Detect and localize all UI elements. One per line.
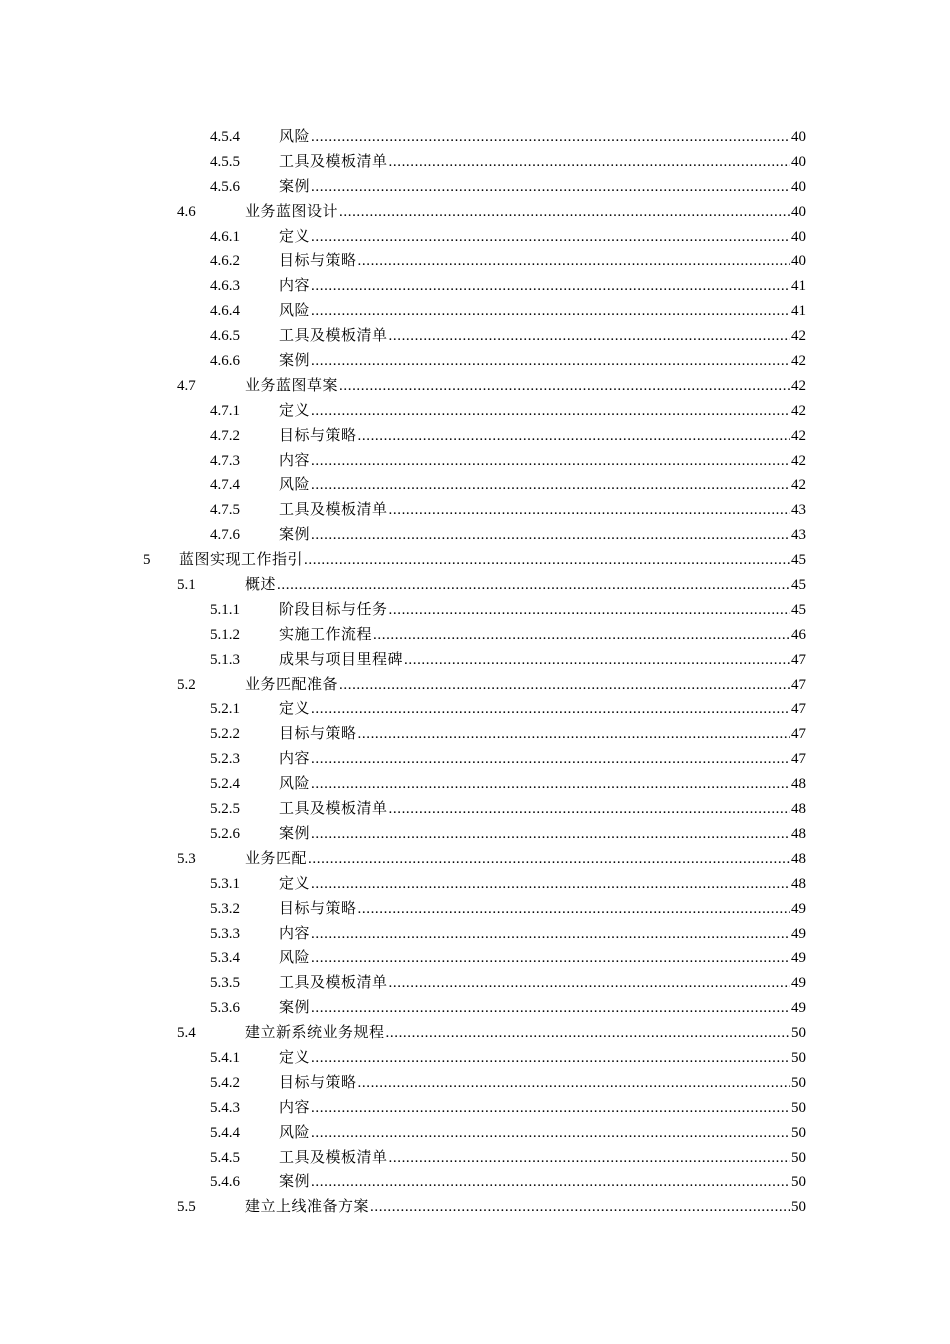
toc-dot-leader bbox=[311, 747, 790, 772]
toc-section-title: 目标与策略 bbox=[279, 1074, 357, 1091]
toc-dot-leader bbox=[311, 872, 790, 897]
toc-page-number: 46 bbox=[791, 626, 806, 643]
toc-section-title: 风险 bbox=[279, 477, 311, 494]
toc-page-number: 42 bbox=[791, 477, 806, 494]
toc-section-number: 5.4 bbox=[177, 1025, 196, 1042]
toc-section-title: 案例 bbox=[279, 353, 311, 370]
toc-entry[interactable] bbox=[0, 1096, 950, 1121]
toc-section-number: 5.2 bbox=[177, 676, 196, 693]
toc-section-title: 案例 bbox=[279, 1000, 311, 1017]
toc-dot-leader bbox=[311, 996, 790, 1021]
toc-page-number: 42 bbox=[791, 452, 806, 469]
toc-section-number: 5.2.2 bbox=[210, 726, 240, 743]
toc-dot-leader bbox=[389, 324, 790, 349]
toc-title-line bbox=[245, 200, 806, 225]
toc-entry[interactable] bbox=[0, 349, 950, 374]
toc-entry[interactable] bbox=[0, 573, 950, 598]
toc-entry[interactable] bbox=[0, 648, 950, 673]
toc-title-line bbox=[279, 424, 806, 449]
toc-dot-leader bbox=[311, 946, 790, 971]
toc-dot-leader bbox=[311, 349, 790, 374]
toc-section-title: 目标与策略 bbox=[279, 427, 357, 444]
toc-dot-leader bbox=[311, 1046, 790, 1071]
toc-page-number: 48 bbox=[791, 825, 806, 842]
toc-page-number: 40 bbox=[791, 253, 806, 270]
toc-title-line bbox=[279, 1046, 806, 1071]
toc-page-number: 42 bbox=[791, 427, 806, 444]
toc-title-line bbox=[245, 847, 806, 872]
toc-section-title: 案例 bbox=[279, 178, 311, 195]
toc-section-number: 5.4.2 bbox=[210, 1074, 240, 1091]
toc-title-line bbox=[279, 772, 806, 797]
toc-entry[interactable] bbox=[0, 872, 950, 897]
toc-section-number: 5.4.4 bbox=[210, 1124, 240, 1141]
toc-entry[interactable] bbox=[0, 697, 950, 722]
toc-page-number: 48 bbox=[791, 776, 806, 793]
toc-section-title: 概述 bbox=[245, 577, 277, 594]
toc-title-line bbox=[245, 673, 806, 698]
toc-section-title: 内容 bbox=[279, 751, 311, 768]
toc-section-number: 4.7.6 bbox=[210, 527, 240, 544]
toc-section-title: 工具及模板清单 bbox=[279, 1149, 388, 1166]
toc-section-number: 5.1.2 bbox=[210, 626, 240, 643]
toc-section-title: 建立上线准备方案 bbox=[245, 1199, 370, 1216]
toc-dot-leader bbox=[389, 598, 790, 623]
toc-page-number: 50 bbox=[791, 1124, 806, 1141]
toc-section-number: 4.6.1 bbox=[210, 228, 240, 245]
toc-entry[interactable] bbox=[0, 922, 950, 947]
toc-dot-leader bbox=[373, 623, 790, 648]
toc-section-number: 4.7.3 bbox=[210, 452, 240, 469]
toc-page-number: 47 bbox=[791, 701, 806, 718]
toc-section-number: 5.4.3 bbox=[210, 1099, 240, 1116]
toc-dot-leader bbox=[339, 673, 790, 698]
toc-entry[interactable] bbox=[0, 946, 950, 971]
toc-title-line bbox=[279, 747, 806, 772]
toc-title-line bbox=[245, 1195, 806, 1220]
toc-section-title: 定义 bbox=[279, 701, 311, 718]
toc-section-number: 5.2.1 bbox=[210, 701, 240, 718]
toc-entry[interactable] bbox=[0, 150, 950, 175]
toc-section-title: 风险 bbox=[279, 303, 311, 320]
toc-title-line bbox=[279, 1121, 806, 1146]
toc-section-number: 5.5 bbox=[177, 1199, 196, 1216]
toc-section-title: 工具及模板清单 bbox=[279, 801, 388, 818]
toc-page-number: 41 bbox=[791, 303, 806, 320]
toc-section-number: 5.3.1 bbox=[210, 875, 240, 892]
toc-entry[interactable] bbox=[0, 200, 950, 225]
toc-dot-leader bbox=[358, 424, 790, 449]
toc-section-number: 5.3.5 bbox=[210, 975, 240, 992]
toc-section-title: 定义 bbox=[279, 1049, 311, 1066]
toc-title-line bbox=[279, 872, 806, 897]
toc-page-number: 40 bbox=[791, 178, 806, 195]
toc-title-line bbox=[279, 922, 806, 947]
toc-title-line bbox=[279, 349, 806, 374]
toc-entry[interactable] bbox=[0, 1170, 950, 1195]
toc-page-number: 47 bbox=[791, 751, 806, 768]
toc-dot-leader bbox=[311, 822, 790, 847]
toc-page-number: 42 bbox=[791, 377, 806, 394]
toc-page-number: 48 bbox=[791, 850, 806, 867]
toc-dot-leader bbox=[311, 449, 790, 474]
toc-page-number: 47 bbox=[791, 726, 806, 743]
toc-entry[interactable] bbox=[0, 847, 950, 872]
toc-section-title: 内容 bbox=[279, 452, 311, 469]
toc-section-title: 工具及模板清单 bbox=[279, 328, 388, 345]
toc-section-number: 4.6.3 bbox=[210, 278, 240, 295]
toc-entry[interactable] bbox=[0, 1021, 950, 1046]
toc-section-number: 4.6.2 bbox=[210, 253, 240, 270]
toc-dot-leader bbox=[311, 225, 790, 250]
toc-page-number: 50 bbox=[791, 1025, 806, 1042]
toc-section-number: 4.7.4 bbox=[210, 477, 240, 494]
toc-section-title: 目标与策略 bbox=[279, 253, 357, 270]
toc-section-title: 业务匹配准备 bbox=[245, 676, 339, 693]
toc-section-number: 5.2.4 bbox=[210, 776, 240, 793]
toc-title-line bbox=[279, 697, 806, 722]
toc-section-number: 5.2.3 bbox=[210, 751, 240, 768]
toc-section-title: 业务蓝图草案 bbox=[245, 377, 339, 394]
toc-section-number: 5.4.5 bbox=[210, 1149, 240, 1166]
toc-dot-leader bbox=[370, 1195, 790, 1220]
toc-title-line bbox=[245, 1021, 806, 1046]
toc-section-number: 4.6.4 bbox=[210, 303, 240, 320]
toc-page-number: 49 bbox=[791, 1000, 806, 1017]
toc-section-title: 业务蓝图设计 bbox=[245, 203, 339, 220]
toc-entry[interactable] bbox=[0, 747, 950, 772]
toc-title-line bbox=[279, 797, 806, 822]
toc-section-number: 5.3 bbox=[177, 850, 196, 867]
toc-title-line bbox=[279, 996, 806, 1021]
toc-dot-leader bbox=[311, 1170, 790, 1195]
toc-title-line bbox=[279, 822, 806, 847]
toc-section-number: 4.7 bbox=[177, 377, 196, 394]
toc-entry[interactable] bbox=[0, 722, 950, 747]
toc-entry[interactable] bbox=[0, 374, 950, 399]
toc-entry[interactable] bbox=[0, 971, 950, 996]
toc-entry[interactable] bbox=[0, 249, 950, 274]
toc-dot-leader bbox=[358, 1071, 790, 1096]
toc-title-line bbox=[279, 449, 806, 474]
toc-entry[interactable] bbox=[0, 772, 950, 797]
toc-page-number: 45 bbox=[791, 577, 806, 594]
toc-section-number: 5.4.6 bbox=[210, 1174, 240, 1191]
toc-section-title: 工具及模板清单 bbox=[279, 502, 388, 519]
toc-page-number: 50 bbox=[791, 1074, 806, 1091]
toc-dot-leader bbox=[339, 200, 790, 225]
toc-entry[interactable] bbox=[0, 299, 950, 324]
toc-title-line bbox=[279, 1071, 806, 1096]
toc-page-number: 42 bbox=[791, 353, 806, 370]
toc-page-number: 40 bbox=[791, 153, 806, 170]
toc-title-line bbox=[279, 1170, 806, 1195]
toc-section-number: 5.2.6 bbox=[210, 825, 240, 842]
toc-section-number: 4.7.2 bbox=[210, 427, 240, 444]
toc-dot-leader bbox=[386, 1021, 790, 1046]
toc-page-number: 45 bbox=[791, 601, 806, 618]
toc-page-number: 42 bbox=[791, 328, 806, 345]
toc-dot-leader bbox=[358, 722, 790, 747]
toc-title-line bbox=[279, 598, 806, 623]
toc-entry[interactable] bbox=[0, 449, 950, 474]
toc-title-line bbox=[279, 473, 806, 498]
toc-section-title: 阶段目标与任务 bbox=[279, 601, 388, 618]
toc-dot-leader bbox=[311, 922, 790, 947]
toc-title-line bbox=[179, 548, 806, 573]
toc-section-title: 目标与策略 bbox=[279, 726, 357, 743]
toc-section-number: 4.5.6 bbox=[210, 178, 240, 195]
toc-section-number: 5.4.1 bbox=[210, 1049, 240, 1066]
toc-section-number: 5.2.5 bbox=[210, 801, 240, 818]
toc-section-title: 内容 bbox=[279, 1099, 311, 1116]
toc-dot-leader bbox=[389, 150, 790, 175]
toc-dot-leader bbox=[311, 473, 790, 498]
toc-title-line bbox=[279, 722, 806, 747]
toc-title-line bbox=[279, 175, 806, 200]
toc-dot-leader bbox=[311, 1096, 790, 1121]
toc-page-number: 49 bbox=[791, 925, 806, 942]
toc-section-title: 定义 bbox=[279, 875, 311, 892]
toc-section-number: 4.5.5 bbox=[210, 153, 240, 170]
toc-title-line bbox=[279, 498, 806, 523]
toc-dot-leader bbox=[311, 399, 790, 424]
toc-entry[interactable] bbox=[0, 1071, 950, 1096]
toc-section-title: 案例 bbox=[279, 527, 311, 544]
toc-dot-leader bbox=[404, 648, 790, 673]
toc-dot-leader bbox=[358, 897, 790, 922]
toc-page-number: 49 bbox=[791, 900, 806, 917]
toc-section-title: 成果与项目里程碑 bbox=[279, 651, 404, 668]
toc-entry[interactable] bbox=[0, 897, 950, 922]
toc-page-number: 49 bbox=[791, 975, 806, 992]
toc-section-title: 风险 bbox=[279, 129, 311, 145]
toc-dot-leader bbox=[339, 374, 790, 399]
toc-title-line bbox=[279, 125, 806, 150]
toc-page-number: 47 bbox=[791, 651, 806, 668]
toc-section-title: 风险 bbox=[279, 776, 311, 793]
toc-entry[interactable] bbox=[0, 996, 950, 1021]
toc-title-line bbox=[279, 523, 806, 548]
toc-dot-leader bbox=[389, 971, 790, 996]
toc-title-line bbox=[279, 648, 806, 673]
toc-dot-leader bbox=[358, 249, 790, 274]
toc-entry[interactable] bbox=[0, 673, 950, 698]
toc-title-line bbox=[279, 946, 806, 971]
toc-entry[interactable] bbox=[0, 598, 950, 623]
toc-page-number: 49 bbox=[791, 950, 806, 967]
toc-entry[interactable] bbox=[0, 1146, 950, 1171]
toc-page-number: 40 bbox=[791, 203, 806, 220]
toc-section-title: 内容 bbox=[279, 278, 311, 295]
toc-title-line bbox=[245, 374, 806, 399]
toc-dot-leader bbox=[389, 797, 790, 822]
toc-page-number: 43 bbox=[791, 527, 806, 544]
toc-section-title: 案例 bbox=[279, 825, 311, 842]
toc-section-title: 风险 bbox=[279, 950, 311, 967]
toc-title-line bbox=[245, 573, 806, 598]
toc-section-number: 5.1.1 bbox=[210, 601, 240, 618]
toc-title-line bbox=[279, 897, 806, 922]
toc-page-number: 40 bbox=[791, 228, 806, 245]
toc-entry[interactable] bbox=[0, 125, 950, 150]
toc-entry[interactable] bbox=[0, 623, 950, 648]
toc-title-line bbox=[279, 971, 806, 996]
toc-page-number: 45 bbox=[791, 552, 806, 569]
toc-title-line bbox=[279, 623, 806, 648]
toc-title-line bbox=[279, 274, 806, 299]
toc-entry[interactable] bbox=[0, 498, 950, 523]
toc-title-line bbox=[279, 249, 806, 274]
toc-dot-leader bbox=[277, 573, 790, 598]
toc-section-number: 4.6 bbox=[177, 203, 196, 220]
toc-dot-leader bbox=[389, 498, 790, 523]
toc-dot-leader bbox=[311, 125, 790, 150]
toc-dot-leader bbox=[389, 1146, 790, 1171]
toc-section-title: 案例 bbox=[279, 1174, 311, 1191]
toc-section-title: 定义 bbox=[279, 402, 311, 419]
toc-entry[interactable] bbox=[0, 1121, 950, 1146]
toc-dot-leader bbox=[311, 523, 790, 548]
toc-dot-leader bbox=[311, 1121, 790, 1146]
toc-dot-leader bbox=[311, 697, 790, 722]
table-of-contents bbox=[0, 125, 950, 1220]
toc-dot-leader bbox=[304, 548, 790, 573]
toc-page-number: 50 bbox=[791, 1049, 806, 1066]
toc-title-line bbox=[279, 399, 806, 424]
toc-title-line bbox=[279, 299, 806, 324]
toc-section-title: 目标与策略 bbox=[279, 900, 357, 917]
toc-entry[interactable] bbox=[0, 822, 950, 847]
toc-entry[interactable] bbox=[0, 523, 950, 548]
toc-title-line bbox=[279, 324, 806, 349]
toc-page-number: 42 bbox=[791, 402, 806, 419]
toc-dot-leader bbox=[311, 299, 790, 324]
toc-title-line bbox=[279, 1096, 806, 1121]
toc-title-line bbox=[279, 150, 806, 175]
toc-entry[interactable] bbox=[0, 797, 950, 822]
toc-dot-leader bbox=[308, 847, 790, 872]
toc-section-title: 定义 bbox=[279, 228, 311, 245]
toc-entry[interactable] bbox=[0, 274, 950, 299]
toc-section-title: 建立新系统业务规程 bbox=[245, 1025, 385, 1042]
toc-section-number: 4.5.4 bbox=[210, 129, 240, 145]
toc-section-number: 5.3.4 bbox=[210, 950, 240, 967]
toc-section-number: 5 bbox=[143, 552, 151, 569]
toc-section-number: 4.7.5 bbox=[210, 502, 240, 519]
toc-section-title: 业务匹配 bbox=[245, 850, 308, 867]
toc-entry[interactable] bbox=[0, 399, 950, 424]
toc-page-number: 40 bbox=[791, 129, 806, 145]
toc-title-line bbox=[279, 1146, 806, 1171]
toc-page-number: 48 bbox=[791, 801, 806, 818]
toc-entry[interactable] bbox=[0, 473, 950, 498]
toc-title-line bbox=[279, 225, 806, 250]
toc-section-number: 5.1.3 bbox=[210, 651, 240, 668]
toc-page-number: 43 bbox=[791, 502, 806, 519]
toc-entry[interactable] bbox=[0, 1195, 950, 1220]
toc-entry[interactable] bbox=[0, 424, 950, 449]
toc-section-number: 5.3.6 bbox=[210, 1000, 240, 1017]
toc-page-number: 41 bbox=[791, 278, 806, 295]
toc-section-number: 4.6.6 bbox=[210, 353, 240, 370]
toc-section-number: 5.1 bbox=[177, 577, 196, 594]
toc-section-title: 工具及模板清单 bbox=[279, 975, 388, 992]
toc-dot-leader bbox=[311, 175, 790, 200]
toc-dot-leader bbox=[311, 772, 790, 797]
toc-entry[interactable] bbox=[0, 324, 950, 349]
toc-section-title: 实施工作流程 bbox=[279, 626, 373, 643]
toc-entry[interactable] bbox=[0, 548, 950, 573]
toc-page-number: 50 bbox=[791, 1149, 806, 1166]
toc-page-number: 47 bbox=[791, 676, 806, 693]
toc-entry[interactable] bbox=[0, 225, 950, 250]
toc-section-title: 风险 bbox=[279, 1124, 311, 1141]
toc-page-number: 50 bbox=[791, 1099, 806, 1116]
toc-section-number: 5.3.3 bbox=[210, 925, 240, 942]
toc-section-title: 蓝图实现工作指引 bbox=[179, 552, 304, 569]
toc-section-number: 4.6.5 bbox=[210, 328, 240, 345]
toc-entry[interactable] bbox=[0, 175, 950, 200]
toc-section-number: 5.3.2 bbox=[210, 900, 240, 917]
toc-dot-leader bbox=[311, 274, 790, 299]
toc-page-number: 50 bbox=[791, 1199, 806, 1216]
toc-section-number: 4.7.1 bbox=[210, 402, 240, 419]
toc-page-number: 50 bbox=[791, 1174, 806, 1191]
toc-entry[interactable] bbox=[0, 1046, 950, 1071]
toc-section-title: 工具及模板清单 bbox=[279, 153, 388, 170]
toc-section-title: 内容 bbox=[279, 925, 311, 942]
toc-page-number: 48 bbox=[791, 875, 806, 892]
